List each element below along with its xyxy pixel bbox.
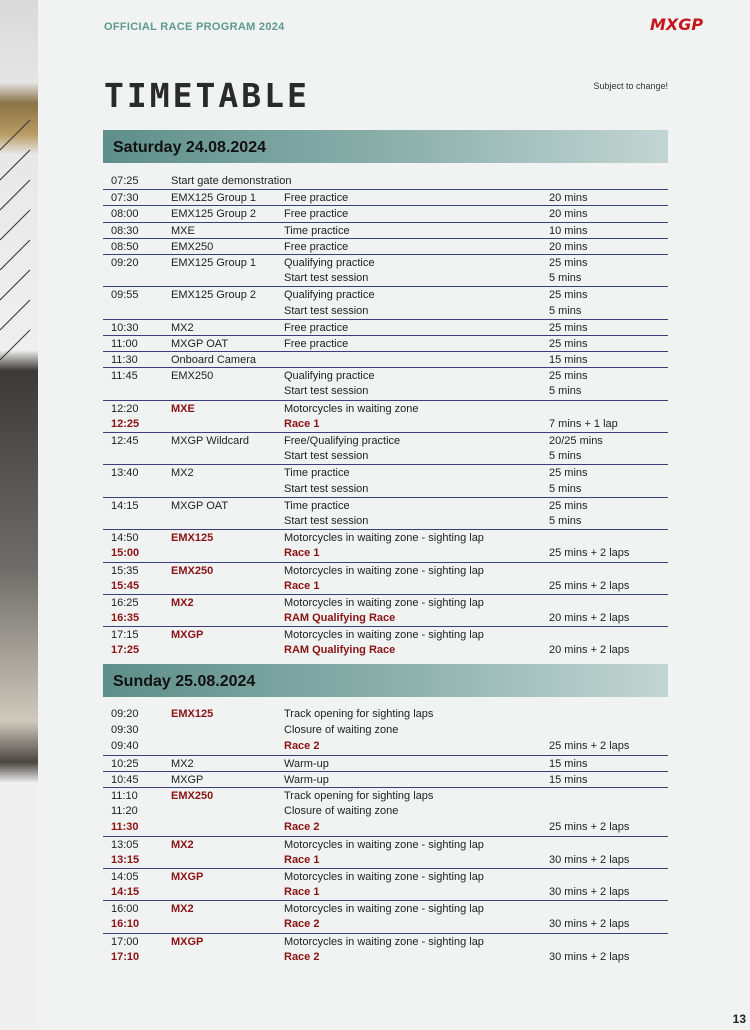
schedule-row bbox=[103, 351, 668, 367]
row-session: Time practice bbox=[284, 499, 350, 512]
row-session: RAM Qualifying Race bbox=[284, 612, 396, 625]
schedule-row bbox=[103, 400, 668, 416]
row-time: 12:25 bbox=[111, 417, 140, 430]
row-session: RAM Qualifying Race bbox=[284, 644, 396, 657]
row-session: Free practice bbox=[284, 208, 349, 221]
row-duration: 30 mins + 2 laps bbox=[549, 950, 630, 963]
schedule-row bbox=[103, 222, 668, 238]
row-class: EMX125 Group 2 bbox=[171, 208, 256, 221]
row-session: Start test session bbox=[284, 304, 369, 317]
row-session: Free practice bbox=[284, 337, 349, 350]
schedule-row bbox=[103, 383, 668, 399]
row-duration: 15 mins bbox=[549, 773, 588, 786]
row-duration: 5 mins bbox=[549, 450, 582, 463]
schedule-row bbox=[103, 189, 668, 205]
row-session: Race 2 bbox=[284, 821, 320, 834]
row-time: 09:20 bbox=[111, 708, 139, 720]
row-duration: 20 mins + 2 laps bbox=[549, 644, 630, 657]
row-session: Time practice bbox=[284, 224, 350, 237]
row-class: EMX250 bbox=[171, 370, 214, 383]
schedule-row bbox=[103, 367, 668, 383]
row-class: MX2 bbox=[171, 596, 194, 609]
row-duration: 7 mins + 1 lap bbox=[549, 417, 618, 430]
row-time: 08:00 bbox=[111, 208, 139, 221]
row-duration: 5 mins bbox=[549, 514, 582, 527]
row-class: MX2 bbox=[171, 321, 194, 334]
row-duration: 15 mins bbox=[549, 354, 588, 367]
row-time: 11:20 bbox=[111, 805, 138, 818]
row-session: Race 1 bbox=[284, 853, 320, 866]
row-duration: 30 mins + 2 laps bbox=[549, 886, 630, 899]
row-session: Start test session bbox=[284, 450, 369, 463]
row-time: 09:30 bbox=[111, 724, 139, 737]
schedule-row bbox=[103, 464, 668, 480]
row-time: 11:10 bbox=[111, 789, 138, 802]
sunday-header: Sunday 25.08.2024 bbox=[103, 664, 668, 697]
row-time: 11:30 bbox=[111, 354, 138, 367]
row-time: 07:25 bbox=[111, 175, 139, 187]
mxgp-logo bbox=[648, 14, 716, 34]
schedule-row bbox=[103, 819, 668, 835]
row-class: MXGP OAT bbox=[171, 499, 229, 512]
schedule-row bbox=[103, 610, 668, 626]
row-time: 08:50 bbox=[111, 240, 139, 253]
row-session: Motorcycles in waiting zone bbox=[284, 402, 419, 415]
row-duration: 25 mins bbox=[549, 321, 588, 334]
row-duration: 20 mins + 2 laps bbox=[549, 612, 630, 625]
row-time: 16:10 bbox=[111, 918, 140, 931]
row-session: Start test session bbox=[284, 385, 369, 398]
page-title: TIMETABLE bbox=[104, 76, 310, 115]
row-session: Race 2 bbox=[284, 918, 320, 931]
row-class: MX2 bbox=[171, 467, 194, 480]
schedule-row bbox=[103, 335, 668, 351]
row-class: EMX250 bbox=[171, 564, 214, 577]
row-duration: 25 mins + 2 laps bbox=[549, 547, 630, 560]
row-class: EMX250 bbox=[171, 240, 214, 253]
row-duration: 25 mins bbox=[549, 499, 588, 512]
saturday-schedule-table bbox=[103, 173, 668, 659]
row-duration: 10 mins bbox=[549, 224, 588, 237]
schedule-row bbox=[103, 497, 668, 513]
row-time: 14:05 bbox=[111, 870, 139, 883]
row-session: Motorcycles in waiting zone - sighting lap bbox=[284, 532, 484, 545]
schedule-row bbox=[103, 432, 668, 448]
row-session: Start test session bbox=[284, 514, 369, 527]
schedule-row bbox=[103, 238, 668, 254]
row-duration: 25 mins bbox=[549, 289, 588, 302]
schedule-row bbox=[103, 738, 668, 754]
row-class: MXGP bbox=[171, 629, 204, 642]
row-class: MX2 bbox=[171, 757, 194, 770]
row-duration: 20 mins bbox=[549, 208, 588, 221]
row-class: MXE bbox=[171, 402, 195, 415]
row-time: 17:00 bbox=[111, 935, 139, 948]
row-class: MXGP OAT bbox=[171, 337, 229, 350]
row-duration: 5 mins bbox=[549, 385, 582, 398]
schedule-row bbox=[103, 836, 668, 852]
schedule-row bbox=[103, 286, 668, 302]
schedule-row bbox=[103, 803, 668, 819]
row-session: Free practice bbox=[284, 192, 349, 205]
row-session: Motorcycles in waiting zone - sighting lap bbox=[284, 903, 484, 916]
row-duration: 25 mins + 2 laps bbox=[549, 740, 630, 753]
row-session: Motorcycles in waiting zone - sighting lap bbox=[284, 838, 484, 851]
sunday-schedule-table bbox=[103, 706, 668, 965]
row-duration: 5 mins bbox=[549, 304, 582, 317]
row-time: 09:40 bbox=[111, 740, 139, 753]
row-session: Race 1 bbox=[284, 547, 320, 560]
row-duration: 25 mins bbox=[549, 467, 588, 480]
row-session: Warm-up bbox=[284, 773, 329, 786]
row-duration: 20 mins bbox=[549, 240, 588, 253]
row-class: MXGP bbox=[171, 870, 204, 883]
row-class: MXE bbox=[171, 224, 195, 237]
schedule-row bbox=[103, 448, 668, 464]
schedule-row bbox=[103, 884, 668, 900]
row-session: Race 1 bbox=[284, 417, 320, 430]
row-session: Track opening for sighting laps bbox=[284, 789, 434, 802]
schedule-row bbox=[103, 852, 668, 868]
row-class: EMX250 bbox=[171, 789, 214, 802]
row-time: 12:45 bbox=[111, 435, 139, 447]
mxgp-logo-text: MXGP bbox=[650, 15, 704, 34]
schedule-row bbox=[103, 481, 668, 497]
row-session: Free practice bbox=[284, 321, 349, 334]
row-duration: 20 mins bbox=[549, 192, 588, 205]
schedule-row bbox=[103, 513, 668, 529]
row-duration: 30 mins + 2 laps bbox=[549, 918, 630, 931]
row-duration: 20/25 mins bbox=[549, 435, 603, 447]
schedule-row bbox=[103, 578, 668, 594]
schedule-row bbox=[103, 303, 668, 319]
row-class: MXGP Wildcard bbox=[171, 435, 250, 447]
row-session: Free/Qualifying practice bbox=[284, 435, 401, 447]
row-time: 09:20 bbox=[111, 256, 139, 269]
schedule-row bbox=[103, 545, 668, 561]
row-session: Motorcycles in waiting zone - sighting lap bbox=[284, 870, 484, 883]
row-time: 11:30 bbox=[111, 821, 139, 834]
schedule-row bbox=[103, 706, 668, 722]
row-time: 14:15 bbox=[111, 499, 139, 512]
row-duration: 30 mins + 2 laps bbox=[549, 853, 630, 866]
row-time: 10:30 bbox=[111, 321, 139, 334]
schedule-row bbox=[103, 916, 668, 932]
schedule-row bbox=[103, 642, 668, 658]
row-time: 12:20 bbox=[111, 402, 139, 415]
schedule-row bbox=[103, 270, 668, 286]
program-title: OFFICIAL RACE PROGRAM 2024 bbox=[104, 21, 285, 33]
row-time: 11:45 bbox=[111, 370, 138, 383]
row-time: 08:30 bbox=[111, 224, 139, 237]
row-session: Time practice bbox=[284, 467, 350, 480]
row-class: MXGP bbox=[171, 773, 204, 786]
row-session: Qualifying practice bbox=[284, 256, 375, 269]
row-session: Qualifying practice bbox=[284, 370, 375, 383]
row-class: EMX125 bbox=[171, 708, 214, 720]
row-time: 07:30 bbox=[111, 192, 139, 205]
row-session: Track opening for sighting laps bbox=[284, 708, 434, 720]
schedule-row bbox=[103, 949, 668, 965]
row-duration: 25 mins + 2 laps bbox=[549, 579, 630, 592]
row-time: 13:05 bbox=[111, 838, 139, 851]
row-time: 09:55 bbox=[111, 289, 139, 302]
row-duration: 25 mins bbox=[549, 256, 588, 269]
decorative-diagonal-lines bbox=[0, 120, 38, 370]
row-time: 10:45 bbox=[111, 773, 139, 786]
row-time: 10:25 bbox=[111, 757, 139, 770]
schedule-row bbox=[103, 755, 668, 771]
schedule-row bbox=[103, 787, 668, 803]
row-time: 13:40 bbox=[111, 467, 139, 480]
row-session: Closure of waiting zone bbox=[284, 805, 399, 818]
row-time: 17:25 bbox=[111, 644, 140, 657]
schedule-row bbox=[103, 173, 668, 189]
schedule-row bbox=[103, 254, 668, 270]
schedule-row bbox=[103, 933, 668, 949]
row-session: Motorcycles in waiting zone - sighting lap bbox=[284, 935, 484, 948]
row-session: Motorcycles in waiting zone - sighting lap bbox=[284, 564, 484, 577]
row-session: Race 1 bbox=[284, 579, 320, 592]
row-time: 16:25 bbox=[111, 596, 139, 609]
saturday-header: Saturday 24.08.2024 bbox=[103, 130, 668, 163]
schedule-row bbox=[103, 319, 668, 335]
row-duration: 5 mins bbox=[549, 482, 582, 495]
row-session: Race 2 bbox=[284, 740, 320, 753]
row-class: Start gate demonstration bbox=[171, 175, 292, 187]
row-time: 16:00 bbox=[111, 903, 139, 916]
row-duration: 5 mins bbox=[549, 272, 582, 285]
schedule-row bbox=[103, 529, 668, 545]
row-session: Motorcycles in waiting zone - sighting lap bbox=[284, 596, 484, 609]
row-time: 15:45 bbox=[111, 579, 140, 592]
schedule-row bbox=[103, 594, 668, 610]
row-time: 13:15 bbox=[111, 853, 140, 866]
row-time: 17:15 bbox=[111, 629, 139, 642]
row-session: Motorcycles in waiting zone - sighting lap bbox=[284, 629, 484, 642]
row-session: Qualifying practice bbox=[284, 289, 375, 302]
row-class: EMX125 Group 1 bbox=[171, 256, 256, 269]
row-class: MX2 bbox=[171, 903, 194, 916]
subject-to-change-note: Subject to change! bbox=[593, 81, 668, 91]
schedule-row bbox=[103, 205, 668, 221]
row-class: MXGP bbox=[171, 935, 204, 948]
schedule-row bbox=[103, 722, 668, 738]
row-session: Warm-up bbox=[284, 757, 329, 770]
row-time: 14:50 bbox=[111, 532, 139, 545]
row-time: 15:35 bbox=[111, 564, 139, 577]
row-session: Race 1 bbox=[284, 886, 320, 899]
page-number: 13 bbox=[732, 1012, 746, 1026]
row-duration: 25 mins bbox=[549, 337, 588, 350]
row-session: Start test session bbox=[284, 272, 369, 285]
row-session: Start test session bbox=[284, 482, 369, 495]
row-class: EMX125 bbox=[171, 532, 214, 545]
row-session: Closure of waiting zone bbox=[284, 724, 399, 737]
row-time: 15:00 bbox=[111, 547, 140, 560]
schedule-row bbox=[103, 562, 668, 578]
row-duration: 25 mins + 2 laps bbox=[549, 821, 630, 834]
row-class: MX2 bbox=[171, 838, 194, 851]
schedule-row bbox=[103, 868, 668, 884]
row-class: Onboard Camera bbox=[171, 354, 256, 367]
schedule-row bbox=[103, 771, 668, 787]
row-session: Free practice bbox=[284, 240, 349, 253]
schedule-row bbox=[103, 626, 668, 642]
row-time: 17:10 bbox=[111, 950, 140, 963]
row-duration: 25 mins bbox=[549, 370, 588, 383]
row-time: 14:15 bbox=[111, 886, 140, 899]
row-session: Race 2 bbox=[284, 950, 320, 963]
row-time: 16:35 bbox=[111, 612, 140, 625]
schedule-row bbox=[103, 416, 668, 432]
row-class: EMX125 Group 1 bbox=[171, 192, 256, 205]
row-duration: 15 mins bbox=[549, 757, 588, 770]
row-class: EMX125 Group 2 bbox=[171, 289, 256, 302]
schedule-row bbox=[103, 900, 668, 916]
row-time: 11:00 bbox=[111, 337, 138, 350]
